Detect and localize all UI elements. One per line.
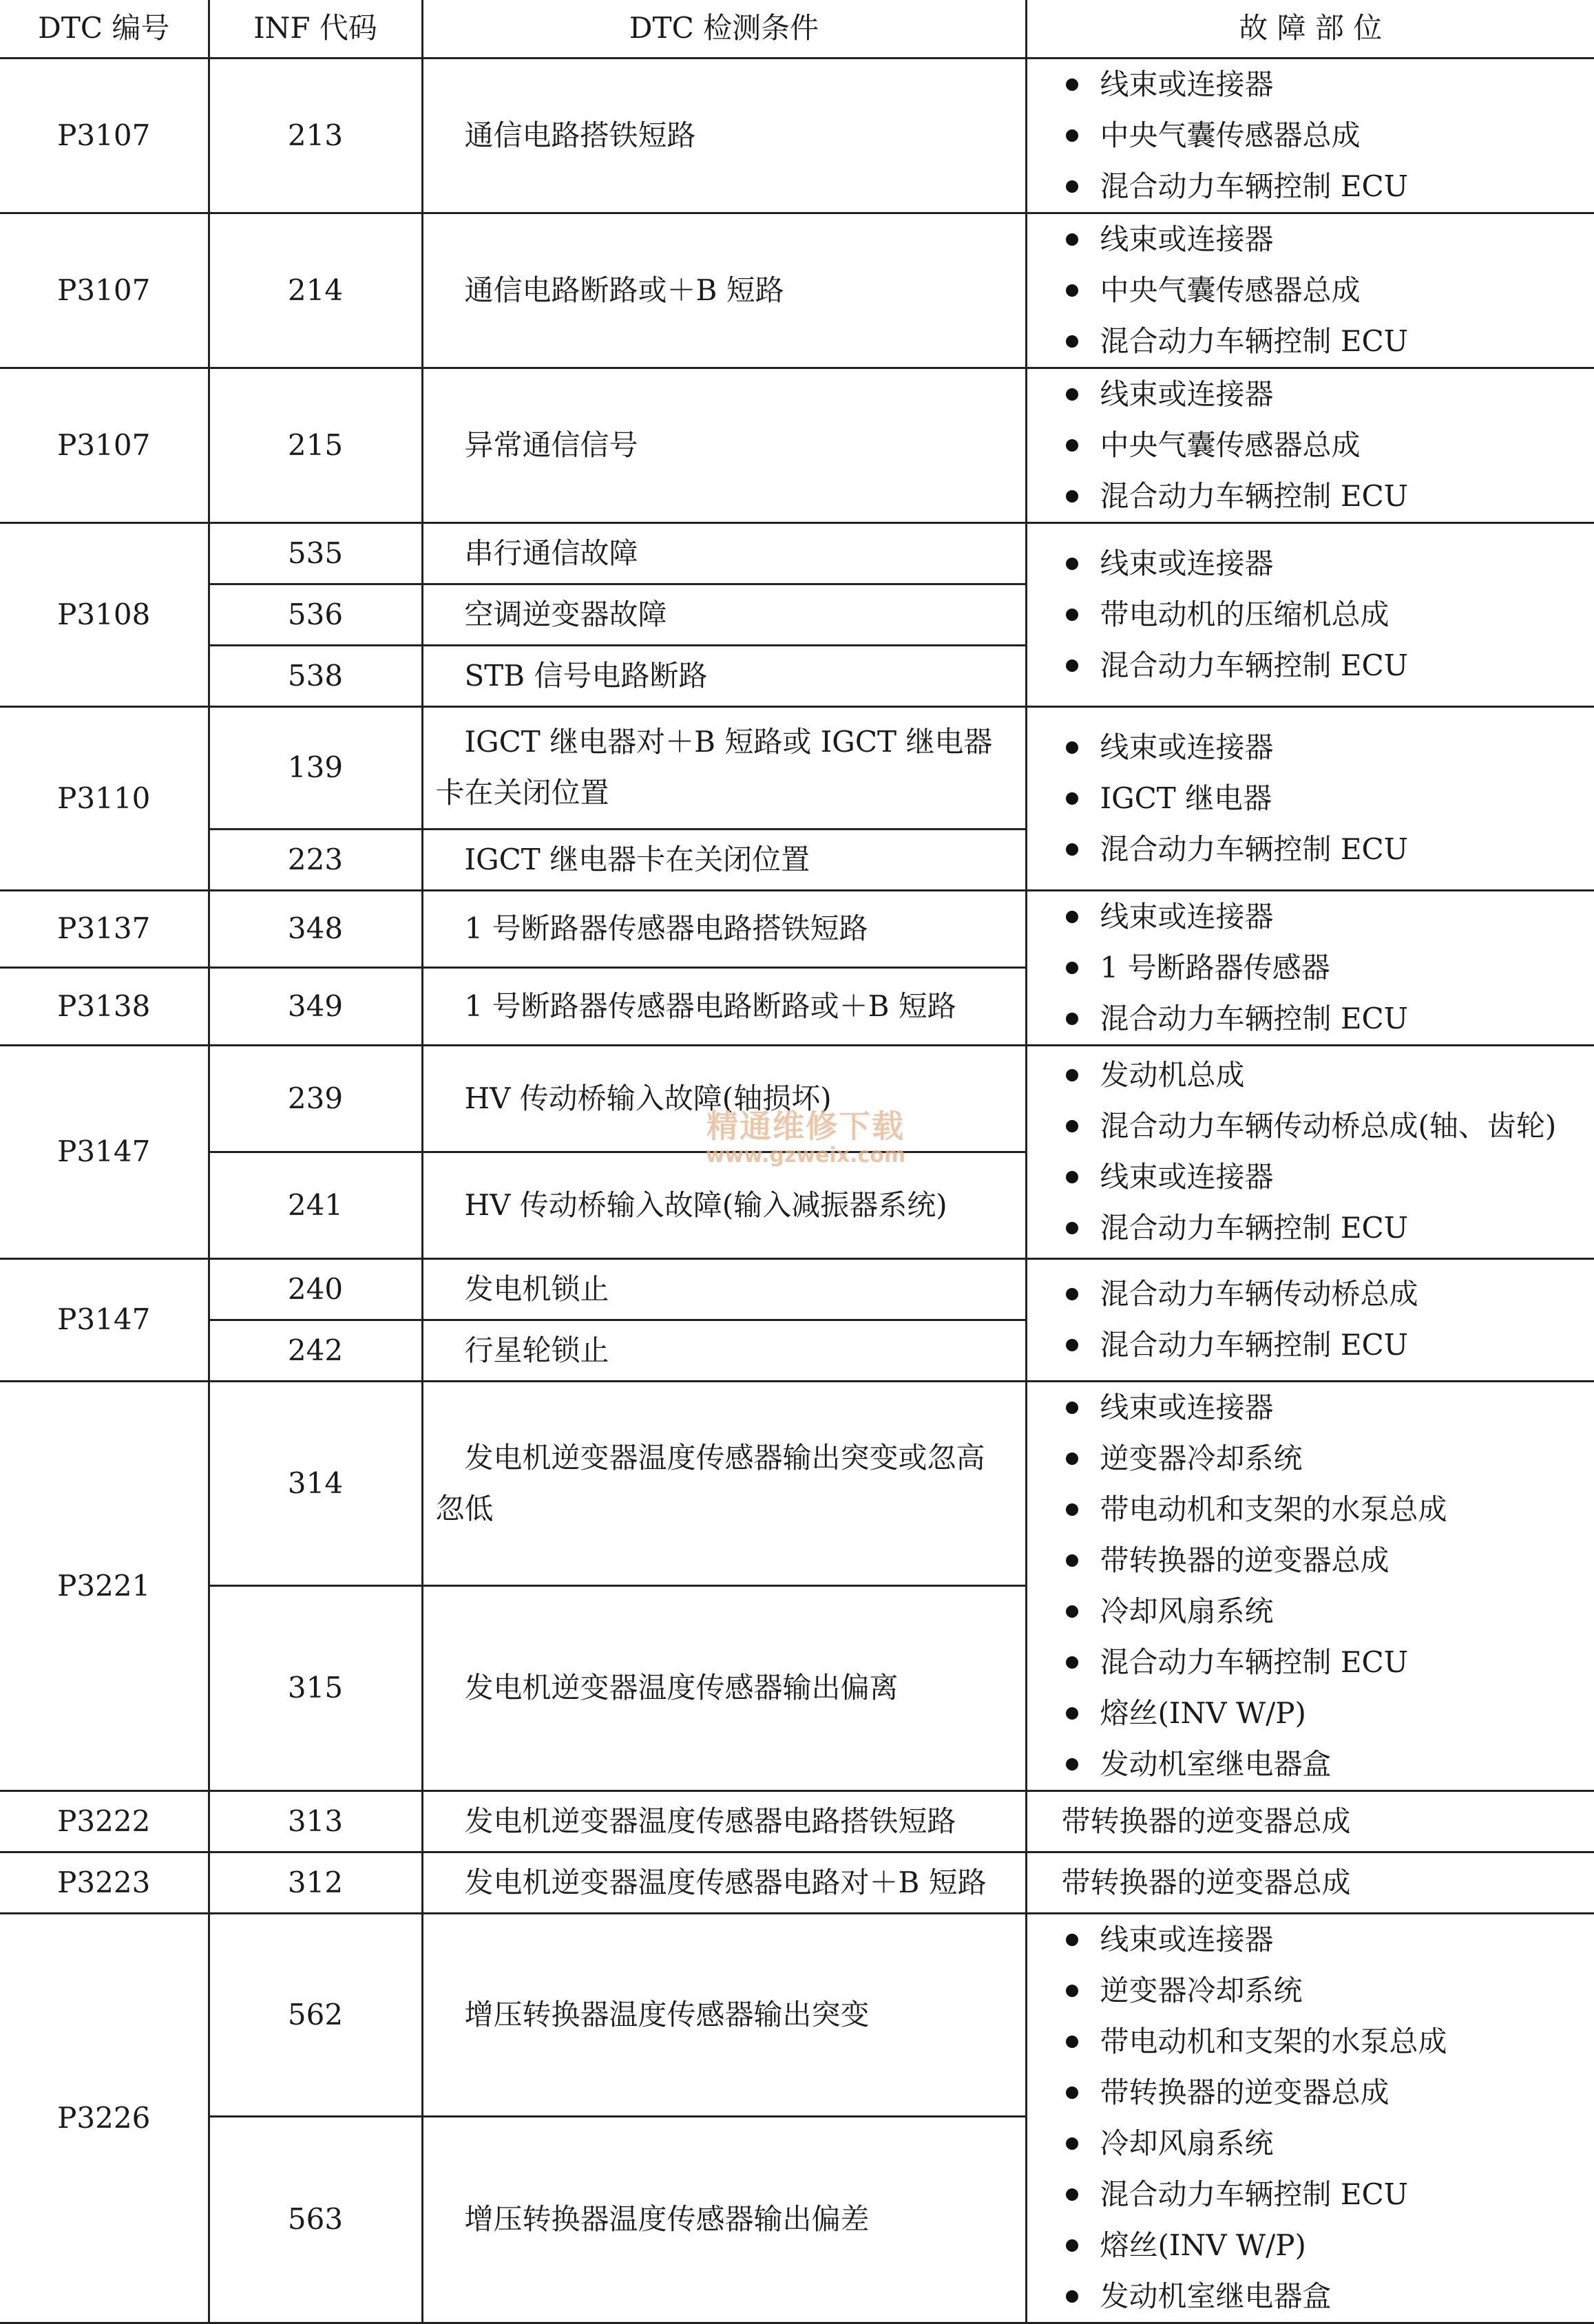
- fault-location-item: 混合动力车辆传动桥总成(轴、齿轮): [1062, 1101, 1588, 1152]
- fault-location-item: 混合动力车辆控制 ECU: [1062, 1320, 1588, 1371]
- table-row: [0, 706, 1594, 829]
- inf-code: 139: [209, 706, 422, 829]
- detect-condition: HV 传动桥输入故障(输入减振器系统): [422, 1152, 1026, 1258]
- detect-condition: 发电机逆变器温度传感器电路对＋B 短路: [422, 1852, 1026, 1913]
- header-row: [0, 0, 1594, 58]
- dtc-code: P3221: [0, 1381, 209, 1790]
- detect-condition: 增压转换器温度传感器输出突变: [422, 1913, 1026, 2117]
- inf-code: 240: [209, 1258, 422, 1320]
- table-row: [0, 213, 1594, 368]
- detect-condition: 通信电路搭铁短路: [422, 58, 1026, 213]
- inf-code: 315: [209, 1586, 422, 1791]
- fault-location-item: 混合动力车辆控制 ECU: [1062, 1637, 1588, 1688]
- fault-location-list: [1062, 1269, 1588, 1371]
- fault-location-item: 逆变器冷却系统: [1062, 1965, 1588, 2016]
- table-row: [0, 890, 1594, 968]
- detect-condition: 发电机锁止: [422, 1258, 1026, 1320]
- dtc-code: P3137: [0, 890, 209, 968]
- fault-location-item: 发动机室继电器盒: [1062, 1739, 1588, 1790]
- inf-code: 536: [209, 584, 422, 645]
- table-row: [0, 58, 1594, 213]
- table-row: [0, 1381, 1594, 1586]
- inf-code: 215: [209, 368, 422, 522]
- watermark-url: www.gzweix.com: [705, 1143, 906, 1168]
- fault-location-item: 1 号断路器传感器: [1062, 942, 1588, 993]
- fault-location: 带转换器的逆变器总成: [1026, 1790, 1594, 1852]
- fault-location-item: 熔丝(INV W/P): [1062, 1688, 1588, 1739]
- detect-condition: 增压转换器温度传感器输出偏差: [422, 2117, 1026, 2323]
- fault-location-item: 带转换器的逆变器总成: [1062, 1535, 1588, 1586]
- dtc-code: P3110: [0, 706, 209, 890]
- fault-location-item: 混合动力车辆控制 ECU: [1062, 161, 1588, 212]
- dtc-code: P3107: [0, 58, 209, 213]
- dtc-code: P3138: [0, 968, 209, 1046]
- detect-condition: 1 号断路器传感器电路断路或＋B 短路: [422, 968, 1026, 1046]
- fault-location-item: 线束或连接器: [1062, 1382, 1588, 1433]
- dtc-code: P3226: [0, 1913, 209, 2323]
- inf-code: 314: [209, 1381, 422, 1586]
- fault-location-item: 线束或连接器: [1062, 59, 1588, 110]
- detect-condition: 行星轮锁止: [422, 1320, 1026, 1381]
- table-row: [0, 1913, 1594, 2117]
- inf-code: 214: [209, 213, 422, 368]
- inf-code: 348: [209, 890, 422, 968]
- detect-condition: 通信电路断路或＋B 短路: [422, 213, 1026, 368]
- fault-location-list: [1062, 1050, 1588, 1254]
- inf-code: 241: [209, 1152, 422, 1258]
- watermark-title: 精通维修下载: [706, 1108, 905, 1145]
- detect-condition: HV 传动桥输入故障(轴损坏): [422, 1045, 1026, 1152]
- detect-condition: 发电机逆变器温度传感器输出偏离: [422, 1586, 1026, 1791]
- fault-location: [1026, 213, 1594, 368]
- dtc-code: P3107: [0, 368, 209, 522]
- fault-location-item: 带电动机的压缩机总成: [1062, 589, 1588, 640]
- fault-location-item: 逆变器冷却系统: [1062, 1433, 1588, 1484]
- fault-location-item: 冷却风扇系统: [1062, 2118, 1588, 2169]
- fault-location-item: 中央气囊传感器总成: [1062, 420, 1588, 471]
- header-dtc: DTC 编号: [0, 0, 209, 58]
- detect-condition: IGCT 继电器卡在关闭位置: [422, 829, 1026, 890]
- dtc-code: P3147: [0, 1045, 209, 1258]
- fault-location-item: 线束或连接器: [1062, 538, 1588, 589]
- fault-location-item: 线束或连接器: [1062, 214, 1588, 265]
- fault-location-item: 混合动力车辆传动桥总成: [1062, 1269, 1588, 1320]
- detect-condition: IGCT 继电器对＋B 短路或 IGCT 继电器卡在关闭位置: [422, 706, 1026, 829]
- fault-location-item: 冷却风扇系统: [1062, 1586, 1588, 1637]
- table-row: [0, 1045, 1594, 1152]
- detect-condition: 空调逆变器故障: [422, 584, 1026, 645]
- dtc-code: P3223: [0, 1852, 209, 1913]
- table-row: [0, 522, 1594, 584]
- inf-code: 313: [209, 1790, 422, 1852]
- fault-location-item: 带电动机和支架的水泵总成: [1062, 2016, 1588, 2067]
- fault-location-item: 发动机室继电器盒: [1062, 2271, 1588, 2322]
- fault-location: 带转换器的逆变器总成: [1026, 1852, 1594, 1913]
- fault-location-item: 混合动力车辆控制 ECU: [1062, 824, 1588, 875]
- fault-location-item: 混合动力车辆控制 ECU: [1062, 640, 1588, 691]
- header-inf: INF 代码: [209, 0, 422, 58]
- detect-condition: STB 信号电路断路: [422, 645, 1026, 706]
- dtc-code: P3108: [0, 522, 209, 706]
- inf-code: 312: [209, 1852, 422, 1913]
- inf-code: 213: [209, 58, 422, 213]
- fault-location: [1026, 1913, 1594, 2323]
- table-row: [0, 368, 1594, 522]
- detect-condition: 1 号断路器传感器电路搭铁短路: [422, 890, 1026, 968]
- fault-location: [1026, 368, 1594, 522]
- fault-location-item: 混合动力车辆控制 ECU: [1062, 2169, 1588, 2220]
- fault-location-item: 混合动力车辆控制 ECU: [1062, 993, 1588, 1044]
- inf-code: 538: [209, 645, 422, 706]
- fault-location: [1026, 1381, 1594, 1790]
- inf-code: 563: [209, 2117, 422, 2323]
- fault-location-item: 线束或连接器: [1062, 369, 1588, 420]
- fault-location-list: [1062, 891, 1588, 1044]
- fault-location: [1026, 1045, 1594, 1258]
- fault-location-item: 带电动机和支架的水泵总成: [1062, 1484, 1588, 1535]
- fault-location-list: [1062, 1382, 1588, 1790]
- fault-location: [1026, 58, 1594, 213]
- fault-location-list: [1062, 538, 1588, 691]
- inf-code: 223: [209, 829, 422, 890]
- fault-location-item: IGCT 继电器: [1062, 773, 1588, 824]
- fault-location-list: [1062, 1914, 1588, 2322]
- fault-location-list: [1062, 59, 1588, 212]
- detect-condition: 发电机逆变器温度传感器输出突变或忽高忽低: [422, 1381, 1026, 1586]
- fault-location-item: 线束或连接器: [1062, 891, 1588, 942]
- fault-location: [1026, 706, 1594, 890]
- fault-location-item: 混合动力车辆控制 ECU: [1062, 1203, 1588, 1254]
- inf-code: 349: [209, 968, 422, 1046]
- dtc-code: P3147: [0, 1258, 209, 1381]
- fault-location-list: [1062, 722, 1588, 875]
- inf-code: 239: [209, 1045, 422, 1152]
- detect-condition: 串行通信故障: [422, 522, 1026, 584]
- fault-location-item: 中央气囊传感器总成: [1062, 265, 1588, 316]
- fault-location-item: 发动机总成: [1062, 1050, 1588, 1101]
- fault-location-item: 混合动力车辆控制 ECU: [1062, 471, 1588, 522]
- table-row: [0, 1852, 1594, 1913]
- fault-location-item: 中央气囊传感器总成: [1062, 110, 1588, 161]
- fault-location-item: 线束或连接器: [1062, 722, 1588, 773]
- table-row: [0, 1258, 1594, 1320]
- fault-location-list: [1062, 369, 1588, 522]
- inf-code: 535: [209, 522, 422, 584]
- fault-location-list: [1062, 214, 1588, 367]
- fault-location-item: 线束或连接器: [1062, 1152, 1588, 1203]
- inf-code: 242: [209, 1320, 422, 1381]
- dtc-code: P3222: [0, 1790, 209, 1852]
- table-row: [0, 1790, 1594, 1852]
- detect-condition: 发电机逆变器温度传感器电路搭铁短路: [422, 1790, 1026, 1852]
- header-location: 故 障 部 位: [1026, 0, 1594, 58]
- dtc-code: P3107: [0, 213, 209, 368]
- fault-location: [1026, 522, 1594, 706]
- detect-condition: 异常通信信号: [422, 368, 1026, 522]
- fault-location-item: 混合动力车辆控制 ECU: [1062, 316, 1588, 367]
- fault-location-item: 带转换器的逆变器总成: [1062, 2067, 1588, 2118]
- fault-location-item: 线束或连接器: [1062, 1914, 1588, 1965]
- inf-code: 562: [209, 1913, 422, 2117]
- header-condition: DTC 检测条件: [422, 0, 1026, 58]
- fault-location: [1026, 1258, 1594, 1381]
- fault-location: [1026, 890, 1594, 1045]
- fault-location-item: 熔丝(INV W/P): [1062, 2220, 1588, 2271]
